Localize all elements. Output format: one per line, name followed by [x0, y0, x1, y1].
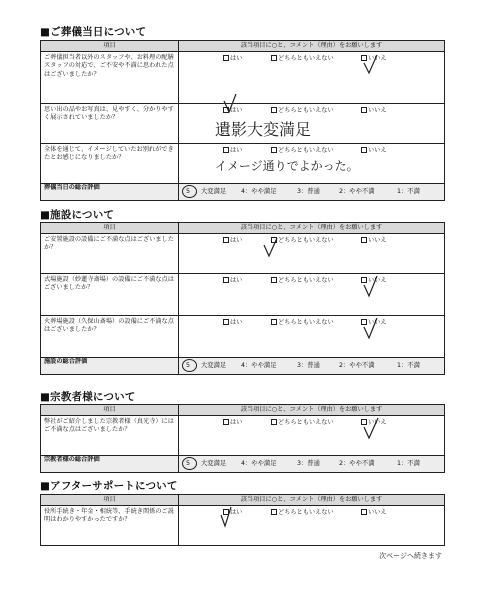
header-comment: 該当項目に○と、コメント（理由）をお願いします [179, 495, 445, 506]
option-no[interactable]: いいえ [361, 509, 387, 517]
header-comment: 該当項目に○と、コメント（理由）をお願いします [179, 41, 445, 52]
option-no[interactable]: いいえ [361, 147, 387, 155]
header-comment: 該当項目に○と、コメント（理由）をお願いします [179, 405, 445, 416]
handwritten-comment: 遺影大変満足 [215, 120, 312, 139]
option-neutral[interactable]: どちらともいえない [271, 147, 334, 155]
option-no[interactable]: いいえ [361, 237, 387, 245]
checkmark-icon [364, 318, 377, 338]
question-text: 弊社がご紹介しました宗教者様（真光寺）にはご不満な点はございましたか？ [41, 416, 179, 456]
question-text: 火葬場施設（久保山斎場）の設備にご不満な点はございましたか？ [41, 316, 179, 358]
option-no[interactable]: いいえ [361, 419, 387, 427]
option-neutral[interactable]: どちらともいえない [271, 319, 334, 327]
question-text: ご安置施設の設備にご不満な点はございましたか？ [41, 234, 179, 274]
scale-2[interactable]: 2：やや不満 [339, 362, 375, 369]
scale-3[interactable]: 3：普通 [297, 188, 320, 195]
option-yes[interactable]: はい [223, 277, 242, 285]
question-text: 全体を通じて、イメージしていたお別れができたとお感じになりましたか？ [41, 144, 179, 184]
scale-5[interactable]: 大変満足 [201, 362, 227, 369]
scale-5-number[interactable]: 5 [186, 188, 191, 195]
scale-1[interactable]: 1：不満 [397, 460, 420, 467]
scale-5-number[interactable]: 5 [186, 460, 191, 467]
header-item: 項目 [41, 495, 179, 506]
checkmark-icon [364, 55, 377, 73]
scale-5[interactable]: 大変満足 [201, 188, 227, 195]
checkmark-icon [364, 276, 377, 296]
summary-label: 宗教者様の総合評価 [41, 456, 179, 473]
option-yes[interactable]: はい [223, 237, 242, 245]
scale-1[interactable]: 1：不満 [397, 362, 420, 369]
scale-1[interactable]: 1：不満 [397, 188, 420, 195]
question-text: 役所手続き・年金・相続等、手続き関係のご説明はわかりやすかったですか？ [41, 506, 179, 546]
option-neutral[interactable]: どちらともいえない [271, 509, 334, 517]
checkmark-icon [221, 507, 231, 526]
continue-note: 次ページへ続きます [379, 552, 442, 560]
option-no[interactable]: いいえ [361, 277, 387, 285]
section-title-facility: ■施設について [40, 209, 115, 221]
option-yes[interactable]: はい [223, 319, 242, 327]
header-item: 項目 [41, 41, 179, 52]
header-item: 項目 [41, 223, 179, 234]
option-yes[interactable]: はい [223, 107, 242, 115]
scale-2[interactable]: 2：やや不満 [339, 460, 375, 467]
scale-5[interactable]: 大変満足 [201, 460, 227, 467]
option-neutral[interactable]: どちらともいえない [271, 277, 334, 285]
section-title-religious: ■宗教者様について [40, 391, 136, 403]
checkmark-icon [224, 94, 236, 112]
summary-label: 施設の総合評価 [41, 358, 179, 375]
header-item: 項目 [41, 405, 179, 416]
option-yes[interactable]: はい [223, 55, 242, 63]
question-text: ご葬儀担当者以外のスタッフや、お料理の配膳スタッフの対応で、ご不安や不満に思われた点はございましたか？ [41, 52, 179, 104]
question-text: 式場施設（妙蓮寺斎場）の設備にご不満な点はございましたか？ [41, 274, 179, 316]
option-yes[interactable]: はい [223, 509, 242, 517]
scale-4[interactable]: 4：やや満足 [241, 188, 277, 195]
option-no[interactable]: いいえ [361, 55, 387, 63]
checkmark-icon [264, 238, 277, 256]
scale-4[interactable]: 4：やや満足 [241, 362, 277, 369]
option-yes[interactable]: はい [223, 419, 242, 427]
scale-2[interactable]: 2：やや不満 [339, 188, 375, 195]
section-title-funeral-day: ■ご葬儀当日について [40, 26, 147, 38]
option-neutral[interactable]: どちらともいえない [271, 107, 334, 115]
option-yes[interactable]: はい [223, 147, 242, 155]
option-neutral[interactable]: どちらともいえない [271, 419, 334, 427]
option-no[interactable]: いいえ [361, 319, 387, 327]
option-neutral[interactable]: どちらともいえない [271, 237, 334, 245]
option-no[interactable]: いいえ [361, 107, 387, 115]
summary-label: 葬儀当日の総合評価 [41, 184, 179, 201]
handwritten-comment: イメージ通りでよかった。 [215, 159, 359, 173]
checkmark-icon [364, 418, 378, 438]
scale-4[interactable]: 4：やや満足 [241, 460, 277, 467]
section-title-after-support: ■アフターサポートについて [40, 480, 178, 492]
scale-3[interactable]: 3：普通 [297, 460, 320, 467]
question-text: 思い出の品やお写真は、見やすく、分かりやすく展示されていましたか？ [41, 104, 179, 144]
header-comment: 該当項目に○と、コメント（理由）をお願いします [179, 223, 445, 234]
scale-5-number[interactable]: 5 [186, 362, 191, 369]
option-neutral[interactable]: どちらともいえない [271, 55, 334, 63]
scale-3[interactable]: 3：普通 [297, 362, 320, 369]
